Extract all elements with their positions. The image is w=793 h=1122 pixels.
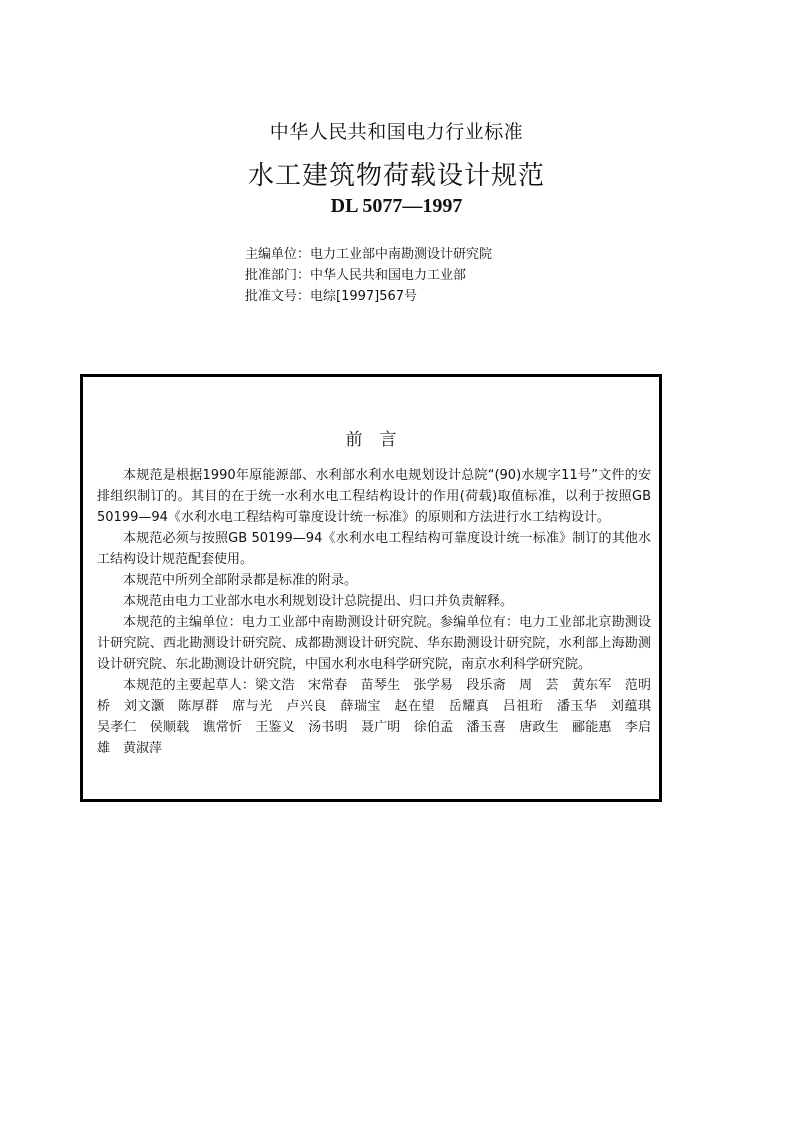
- preface-paragraph: 本规范中所列全部附录都是标准的附录。: [123, 573, 358, 588]
- approval-document-number: 批准文号：电综[1997]567号: [245, 289, 418, 304]
- preface-paragraph: 本规范由电力工业部水电水利规划设计总院提出、归口并负责解释。: [123, 594, 514, 609]
- preface-title: 前 言: [345, 430, 397, 450]
- preface-paragraph: 本规范是根据1990年原能源部、水利部水利水电规划设计总院“(90)水规字11号”文件的安排组织制订的。其目的在于统一水利水电工程结构设计的作用(荷载)取值标准，以利于按照GB 50199—94《水利水电工程结构可靠度设计统一标准》的原则和方法进行水工结构设计。: [97, 468, 651, 525]
- preface-paragraph: 本规范的主要起草人：梁文浩 宋常春 苗琴生 张学易 段乐斋 周 芸 黄东军 范明桥 刘文灏 陈厚群 席与光 卢兴良 薛瑞宝 赵在望 岳耀真 吕祖珩 潘玉华 刘蕴琪 吴孝仁 侯顺载 谯常忻 王鉴义 汤书明 聂广明 徐伯孟 潘玉喜 唐政生 郦能惠 李启雄 黄淑萍: [97, 678, 665, 756]
- approval-department: 批准部门：中华人民共和国电力工业部: [245, 268, 467, 283]
- preface-body: [97, 465, 665, 759]
- preface-paragraph: 本规范的主编单位：电力工业部中南勘测设计研究院。参编单位有：电力工业部北京勘测设计研究院、西北勘测设计研究院、成都勘测设计研究院、华东勘测设计研究院，水利部上海勘测设计研究院、东北勘测设计研究院，中国水利水电科学研究院，南京水利科学研究院。: [97, 615, 651, 672]
- standard-code: DL 5077—1997: [330, 195, 463, 217]
- editor-unit: 主编单位：电力工业部中南勘测设计研究院: [245, 247, 493, 262]
- preface-paragraph: 本规范必须与按照GB 50199—94《水利水电工程结构可靠度设计统一标准》制订的其他水工结构设计规范配套使用。: [97, 531, 651, 567]
- preface-box: [80, 374, 665, 802]
- standard-category-line: 中华人民共和国电力行业标准: [269, 121, 524, 143]
- document-title: 水工建筑物荷载设计规范: [247, 161, 545, 191]
